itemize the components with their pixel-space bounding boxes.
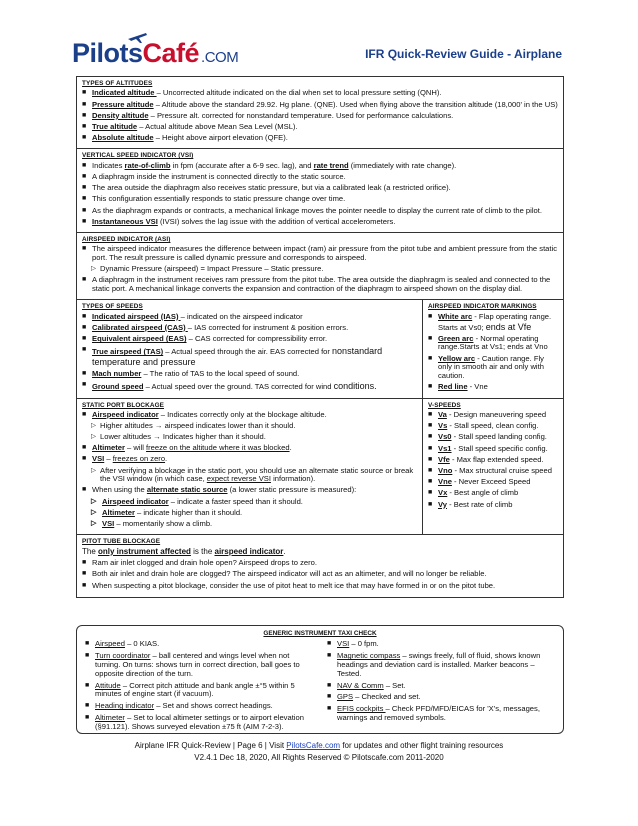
list-item: ■ Vfe - Max flap extended speed. xyxy=(428,456,558,465)
list-item: ■ Yellow arc - Caution range. Fly only in smooth air and only with caution. xyxy=(428,355,558,381)
list-item: ■ Attitude – Correct pitch attitude and bank angle ±°5 within 5 minutes of engine start (if vacuum). xyxy=(85,682,313,700)
list-item: ■ VSI – freezes on zero. xyxy=(82,455,417,464)
sub-item: ▷ After verifying a blockage in the static port, you should use an alternate static source or break the VSI window (in which case, expect reverse VSI information). xyxy=(82,467,417,485)
taxi-check-box xyxy=(76,625,564,734)
sub-item: ▷ Airspeed indicator – indicate a faster speed than it should. xyxy=(82,498,417,507)
list-item: ■ Indicates rate-of-climb in fpm (accurate after a 6-9 sec. lag), and rate trend (immediately with rate change). xyxy=(82,162,558,171)
list-item: ■ NAV & Comm – Set. xyxy=(327,682,555,691)
markings-section xyxy=(423,300,563,398)
logo-com-text: .COM xyxy=(201,49,239,66)
taxi-right-column xyxy=(327,640,555,734)
list-item: ■ Vs - Stall speed, clean config. xyxy=(428,422,558,431)
vspeeds-section xyxy=(423,399,563,515)
section-title: V-SPEEDS xyxy=(428,401,461,409)
vsi-section xyxy=(77,149,563,233)
section-title: AIRSPEED INDICATOR MARKINGS xyxy=(428,303,537,311)
taxi-check-title: GENERIC INSTRUMENT TAXI CHECK xyxy=(263,630,377,637)
sub-item: ▷ Dynamic Pressure (airspeed) = Impact Pressure – Static pressure. xyxy=(82,265,558,274)
list-item: ■ Vne - Never Exceed Speed xyxy=(428,478,558,487)
right-column xyxy=(423,300,563,533)
list-item: ■ When suspecting a pitot blockage, consider the use of pitot heat to melt ice that may have formed in or on the pitot tube. xyxy=(82,582,558,591)
page-header xyxy=(0,0,638,74)
list-item: ■ When using the alternate static source (a lower static pressure is measured): xyxy=(82,486,417,495)
list-item: ■ Airspeed indicator – Indicates correctly only at the blockage altitude. xyxy=(82,411,417,420)
pitot-section xyxy=(77,535,563,597)
pitot-lead: The only instrument affected is the airspeed indicator. xyxy=(82,546,286,556)
list-item: ■ The area outside the diaphragm also receives static pressure, but via a calibrated leak (a restricted orifice). xyxy=(82,184,558,193)
list-item: ■ EFIS cockpits – Check PFD/MFD/EICAS for 'X's, messages, warnings and removed symbols. xyxy=(327,705,555,723)
sub-item: ▷ Altimeter – indicate higher than it should. xyxy=(82,509,417,518)
airplane-icon xyxy=(126,30,148,44)
page-footer xyxy=(0,740,638,763)
static-port-section xyxy=(77,399,422,534)
list-item: ■ True airspeed (TAS) – Actual speed through the air. EAS corrected for nonstandard temperature and pressure xyxy=(82,346,417,368)
list-item: ■ Vx - Best angle of climb xyxy=(428,489,558,498)
list-item: ■ Red line - Vne xyxy=(428,383,558,392)
list-item: ■ Va - Design maneuvering speed xyxy=(428,411,558,420)
list-item: ■ Both air inlet and drain hole are clogged? The airspeed indicator will act as an altimeter, and will no longer be reliable. xyxy=(82,570,558,579)
list-item: ■ Calibrated airspeed (CAS) – IAS corrected for instrument & position errors. xyxy=(82,324,417,333)
list-item: ■ As the diaphragm expands or contracts, a mechanical linkage moves the pointer needle to display the current rate of climb to the pilot. xyxy=(82,207,558,216)
list-item: ■ This configuration essentially responds to static pressure change over time. xyxy=(82,195,558,204)
sub-item: ▷ VSI – momentarily show a climb. xyxy=(82,520,417,529)
list-item: ■ Indicated altitude – Uncorrected altitude indicated on the dial when set to local pressure setting (QNH). xyxy=(82,89,558,98)
list-item: ■ Green arc - Normal operating range.Starts at Vs1; ends at Vno xyxy=(428,335,558,353)
list-item: ■ Equivalent airspeed (EAS) – CAS corrected for compressibility error. xyxy=(82,335,417,344)
guide-title: IFR Quick-Review Guide - Airplane xyxy=(365,47,562,61)
logo-pilots-text: Pilots xyxy=(72,38,143,68)
section-title: AIRSPEED INDICATOR (ASI) xyxy=(82,235,171,243)
list-item: ■ Altimeter – will freeze on the altitude where it was blocked. xyxy=(82,444,417,453)
list-item: ■ White arc - Flap operating range. Starts at Vs0; ends at Vfe xyxy=(428,313,558,333)
logo-cafe-text: Café xyxy=(142,38,200,68)
list-item: ■ Altimeter – Set to local altimeter settings or to airport elevation (§91.121). Shows surveyed elevation ±75 ft (AIM 7-2-3). xyxy=(85,714,313,732)
list-item: ■ Vy - Best rate of climb xyxy=(428,501,558,510)
sub-item: ▷ Lower altitudes → Indicates higher than it should. xyxy=(82,433,417,442)
list-item: ■ A diaphragm inside the instrument is connected directly to the static source. xyxy=(82,173,558,182)
sub-item: ▷ Higher altitudes → airspeed indicates lower than it should. xyxy=(82,422,417,431)
list-item: ■ Magnetic compass – swings freely, full of fluid, shows known headings and deviation card is installed. Marker beacons – Tested. xyxy=(327,652,555,678)
list-item: ■ Density altitude – Pressure alt. corrected for nonstandard temperature. Used for performance calculations. xyxy=(82,112,558,121)
list-item: ■ Vs0 - Stall speed landing config. xyxy=(428,433,558,442)
list-item: ■ Mach number – The ratio of TAS to the local speed of sound. xyxy=(82,370,417,379)
list-item: ■ Vs1 - Stall speed specific config. xyxy=(428,445,558,454)
list-item: ■ Instantaneous VSI (IVSI) solves the lag issue with the addition of vertical accelerometers. xyxy=(82,218,558,227)
list-item: ■ Turn coordinator – ball centered and wings level when not turning. On turns: shows turn in correct direction, ball goes to opposite direction of the turn. xyxy=(85,652,313,678)
list-item: ■ Indicated airspeed (IAS) – indicated on the airspeed indicator xyxy=(82,313,417,322)
list-item: ■ Ram air inlet clogged and drain hole open? Airspeed drops to zero. xyxy=(82,559,558,568)
speeds-section xyxy=(77,300,422,398)
pilotscafe-logo[interactable] xyxy=(72,38,238,69)
list-item: ■ Heading indicator – Set and shows correct headings. xyxy=(85,702,313,711)
list-item: ■ VSI – 0 fpm. xyxy=(327,640,555,649)
list-item: ■ Airspeed – 0 KIAS. xyxy=(85,640,313,649)
section-title: TYPES OF ALTITUDES xyxy=(82,80,153,87)
list-item: ■ Absolute altitude – Height above airport elevation (QFE). xyxy=(82,134,558,143)
content-frame xyxy=(76,76,564,598)
two-column-row xyxy=(77,300,563,534)
left-column xyxy=(77,300,423,533)
taxi-left-column xyxy=(85,640,313,734)
footer-line-2: V2.4.1 Dec 18, 2020, All Rights Reserved © Pilotscafe.com 2011-2020 xyxy=(194,752,444,762)
pilotscafe-link[interactable]: PilotsCafe.com xyxy=(286,741,341,750)
list-item: ■ Pressure altitude – Altitude above the standard 29.92. Hg plane. (QNE). Used when flying above the transition altitude (18,000' in the US) xyxy=(82,101,558,110)
altitudes-section xyxy=(77,77,563,149)
list-item: ■ A diaphragm in the instrument receives ram pressure from the pitot tube. The area outside the diaphragm is sealed and connected to the static port. A mechanical linkage converts the expansion and contraction of the diaphragm to airspeed shown on the display dial. xyxy=(82,276,558,294)
section-title: PITOT TUBE BLOCKAGE xyxy=(82,537,161,545)
list-item: ■ Ground speed – Actual speed over the ground. TAS corrected for wind conditions. xyxy=(82,381,417,392)
list-item: ■ Vno - Max structural cruise speed xyxy=(428,467,558,476)
footer-line-1: Airplane IFR Quick-Review | Page 6 | Visit PilotsCafe.com for updates and other flight training resources xyxy=(134,741,504,750)
section-title: TYPES OF SPEEDS xyxy=(82,303,143,311)
list-item: ■ True altitude – Actual altitude above Mean Sea Level (MSL). xyxy=(82,123,558,132)
section-title: STATIC PORT BLOCKAGE xyxy=(82,401,164,409)
list-item: ■ The airspeed indicator measures the difference between impact (ram) air pressure from the pitot tube and ambient pressure from the static port. The result pressure is called dynamic pressure and corresponds to airspeed. xyxy=(82,245,558,263)
section-title: VERTICAL SPEED INDICATOR (VSI) xyxy=(82,152,194,160)
asi-section xyxy=(77,233,563,300)
list-item: ■ GPS – Checked and set. xyxy=(327,693,555,702)
